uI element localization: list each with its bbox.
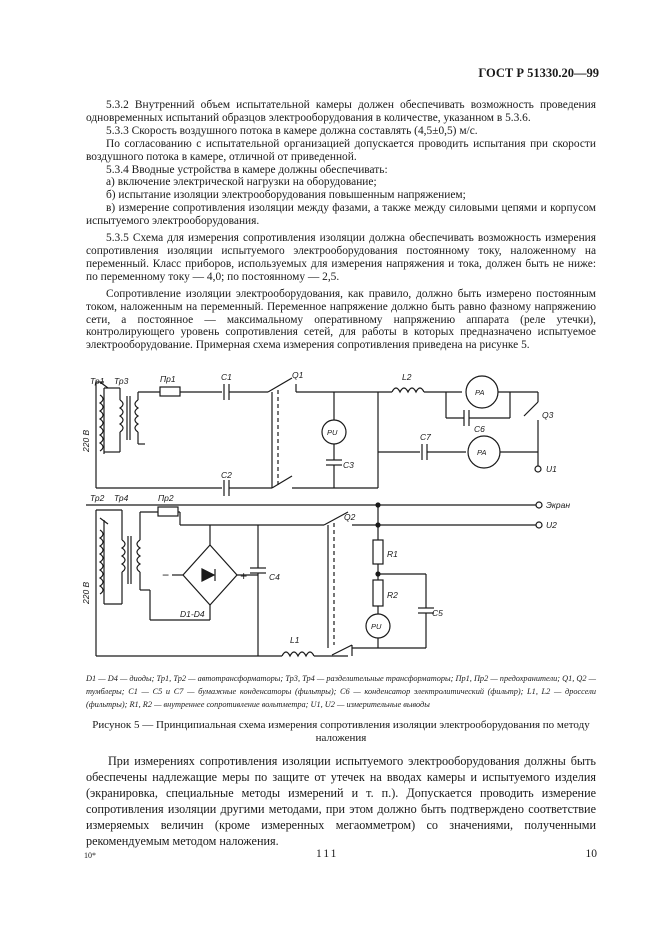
fuse-pr2: [158, 507, 178, 516]
label-pa-1: PA: [475, 388, 485, 397]
label-c1: С1: [221, 372, 232, 382]
label-pa-2: PA: [477, 448, 487, 457]
figure-caption: Рисунок 5 — Принципиальная схема измерения сопротивления изоляции электрооборудования по методу наложения: [92, 719, 590, 744]
label-tr4: Тр4: [114, 493, 129, 503]
paragraph-5-3-2: 5.3.2 Внутренний объем испытательной камеры должен обеспечивать возможность проведения одновременных испытаний образцов электрооборудования в количестве, указанном в 5.3.6.: [86, 99, 596, 124]
circuit-diagram: [0, 357, 661, 667]
label-220v-upper: 220 В: [81, 429, 91, 452]
paragraph-leakage-protection: При измерениях сопротивления изоляции испытуемого электрооборудования должны быть обеспечены надлежащие меры по защите от утечек на вводах камеры и испытуемого изделия (экранировка, специальные методы измерений и т. п.). Допускается проводить измерение сопротивления изоляции другими методами, при этом должно быть подтверждено соответствие измеряемых величин (кроме измеренных мегаомметром) со значениями, полученными рекомендуемым методом наложения.: [86, 754, 596, 848]
autotransformer-tr2: [96, 510, 282, 656]
label-c6: С6: [474, 424, 485, 434]
label-pr2: Пр2: [158, 493, 174, 503]
label-u1: U1: [546, 464, 557, 474]
terminal-u1: [535, 466, 541, 472]
label-c5: С5: [432, 608, 443, 618]
paragraph-5-3-5-method: Сопротивление изоляции электрооборудования, как правило, должно быть измерено постоянным током, наложенным на переменный. Переменное напряжение должно быть равно фазному напряжению сети, а постоянное — максимальному оперативному напряжению аппарата (реле утечки), контролирующего уровень сопротивления сетей, для работы в которых предназначено испытуемое электрооборудование. Примерная схема измерения сопротивления приведена на рисунке 5.: [86, 287, 596, 352]
list-item-b: б) испытание изоляции электрооборудования повышенным напряжением;: [106, 189, 466, 202]
label-tr1: Тр1: [90, 376, 105, 386]
footer-center-number: 111: [316, 848, 339, 860]
label-l2: L2: [402, 372, 412, 382]
label-q3: Q3: [542, 410, 554, 420]
label-l1: L1: [290, 635, 300, 645]
list-item-a: а) включение электрической нагрузки на оборудование;: [106, 176, 377, 189]
label-c2: С2: [221, 470, 232, 480]
figure-legend: D1 — D4 — диоды; Тр1, Тр2 — автотрансформаторы; Тр3, Тр4 — разделительные трансформаторы; Пр1, Пр2 — предохранители; Q1, Q2 — тумблеры; С1 — С5 и С7 — бумажные конденсаторы (фильтры); С6 — конденсатор электролитический (фильтр); L1, L2 — дроссели (фильтры); R1, R2 — внутреннее сопротивление вольтметра; U1, U2 — измерительные выводы: [86, 674, 596, 709]
label-tr2: Тр2: [90, 493, 105, 503]
body-text: [86, 99, 596, 352]
switch-q1: [268, 378, 296, 488]
label-q2: Q2: [344, 512, 356, 522]
label-u2: U2: [546, 520, 557, 530]
switch-q3: [524, 392, 538, 466]
terminal-u2: [536, 522, 542, 528]
label-minus: −: [162, 568, 170, 582]
label-d1-d4: D1-D4: [180, 609, 205, 619]
label-pu-2: PU: [371, 622, 382, 631]
label-ekran: Экран: [546, 500, 571, 510]
transformer-tr4: [104, 510, 150, 604]
list-item-c: в) измерение сопротивления изоляции между фазами, а также между силовыми цепями и корпусом испытуемого электрооборудования.: [86, 202, 596, 228]
resistor-r1: [373, 540, 383, 564]
resistor-r2: [373, 580, 383, 606]
label-c4: С4: [269, 572, 280, 582]
label-plus: +: [240, 569, 248, 583]
label-pu-1: PU: [327, 428, 338, 437]
paragraph-5-3-3: 5.3.3 Скорость воздушного потока в камере должна составлять (4,5±0,5) м/с.: [106, 124, 478, 137]
label-q1: Q1: [292, 370, 304, 380]
terminal-ekran: [536, 502, 542, 508]
inductor-l2: [392, 388, 424, 392]
label-r2: R2: [387, 590, 398, 600]
paragraph-5-3-5: 5.3.5 Схема для измерения сопротивления изоляции должна обеспечивать возможность измерения сопротивления изоляции испытуемого электрооборудования постоянному току, наложенному на переменный. Класс приборов, используемых для измерения напряжения и тока, должен быть не ниже: по переменному току — 4,0; по постоянному — 2,5.: [86, 232, 596, 283]
fuse-pr1: [160, 387, 180, 396]
page-number: 10: [585, 848, 597, 860]
standard-header: ГОСТ Р 51330.20—99: [478, 66, 599, 80]
label-220v-lower: 220 В: [81, 581, 91, 604]
label-c7: С7: [420, 432, 431, 442]
paragraph-5-3-3-note: По согласованию с испытательной организацией допускается проводить испытания при скорости воздушного потока в камере, отличной от приведенной.: [86, 137, 596, 163]
label-r1: R1: [387, 549, 398, 559]
footer-mark: 10*: [84, 851, 96, 860]
paragraph-5-3-4: 5.3.4 Вводные устройства в камере должны обеспечивать:: [106, 163, 388, 176]
transformer-tr3: [104, 388, 145, 452]
label-tr3: Тр3: [114, 376, 129, 386]
label-c3: С3: [343, 460, 354, 470]
label-pr1: Пр1: [160, 374, 176, 384]
switch-q2: [324, 512, 348, 648]
inductor-l1: [282, 652, 314, 656]
autotransformer-tr1: [96, 382, 128, 488]
closing-text: [86, 753, 596, 849]
